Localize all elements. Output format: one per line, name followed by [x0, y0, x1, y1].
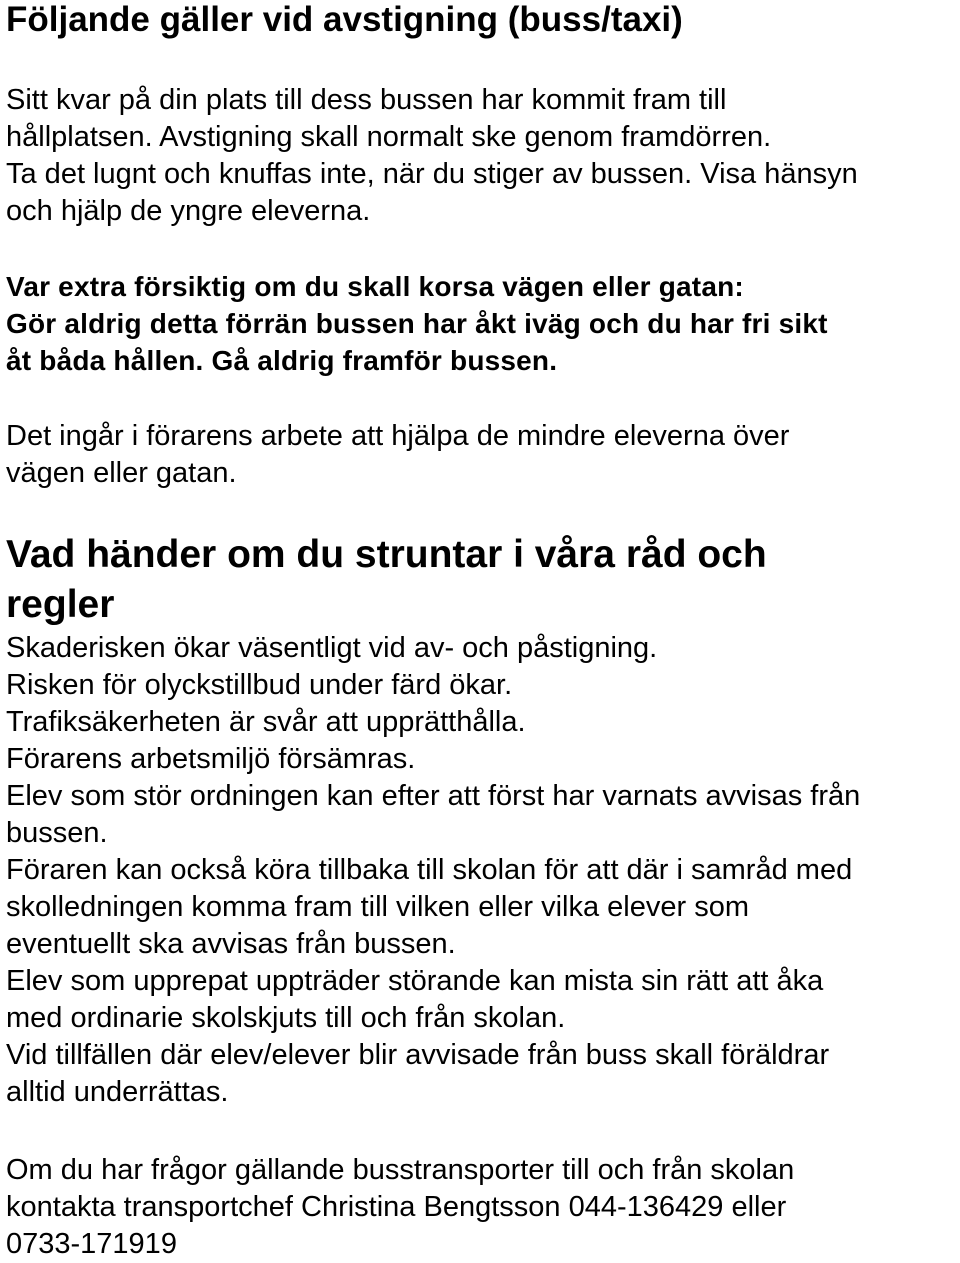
consequences-list: Skaderisken ökar väsentligt vid av- och påstigning. Risken för olyckstillbud under färd ökar. Trafiksäkerheten är svår att upprätthålla. Förarens arbetsmiljö försämras. Elev som stör ordningen kan efter att först har varnats avvisas från bussen. Föraren kan också köra tillbaka till skolan för att där i samråd med skolledningen komma fram till vilken eller vilka elever som eventuellt ska avvisas från bussen. Elev som upprepat uppträder störande kan mista sin rätt att åka med ordinarie skolskjuts till och från skolan. Vid tillfällen där elev/elever blir avvisade från buss skall föräldrar alltid underrättas.: [6, 632, 861, 1108]
contact-info: Om du har frågor gällande busstransporter till och från skolan kontakta transportchef Christina Bengtsson 044-136429 eller 0733-171919: [6, 1154, 795, 1260]
crossing-warning: Var extra försiktig om du skall korsa vägen eller gatan: Gör aldrig detta förrän bussen har åkt iväg och du har fri sikt åt båda hållen. Gå aldrig framför bussen.: [6, 271, 828, 376]
driver-assistance-note: Det ingår i förarens arbete att hjälpa de mindre eleverna över vägen eller gatan.: [6, 420, 790, 489]
consequences-heading: Vad händer om du struntar i våra råd och regler: [6, 533, 767, 626]
page-title: Följande gäller vid avstigning (buss/taxi): [6, 0, 683, 39]
disembark-instructions: Sitt kvar på din plats till dess bussen har kommit fram till hållplatsen. Avstigning skall normalt ske genom framdörren. Ta det lugnt och knuffas inte, när du stiger av bussen. Visa hänsyn och hjälp de yngre eleverna.: [6, 84, 858, 227]
